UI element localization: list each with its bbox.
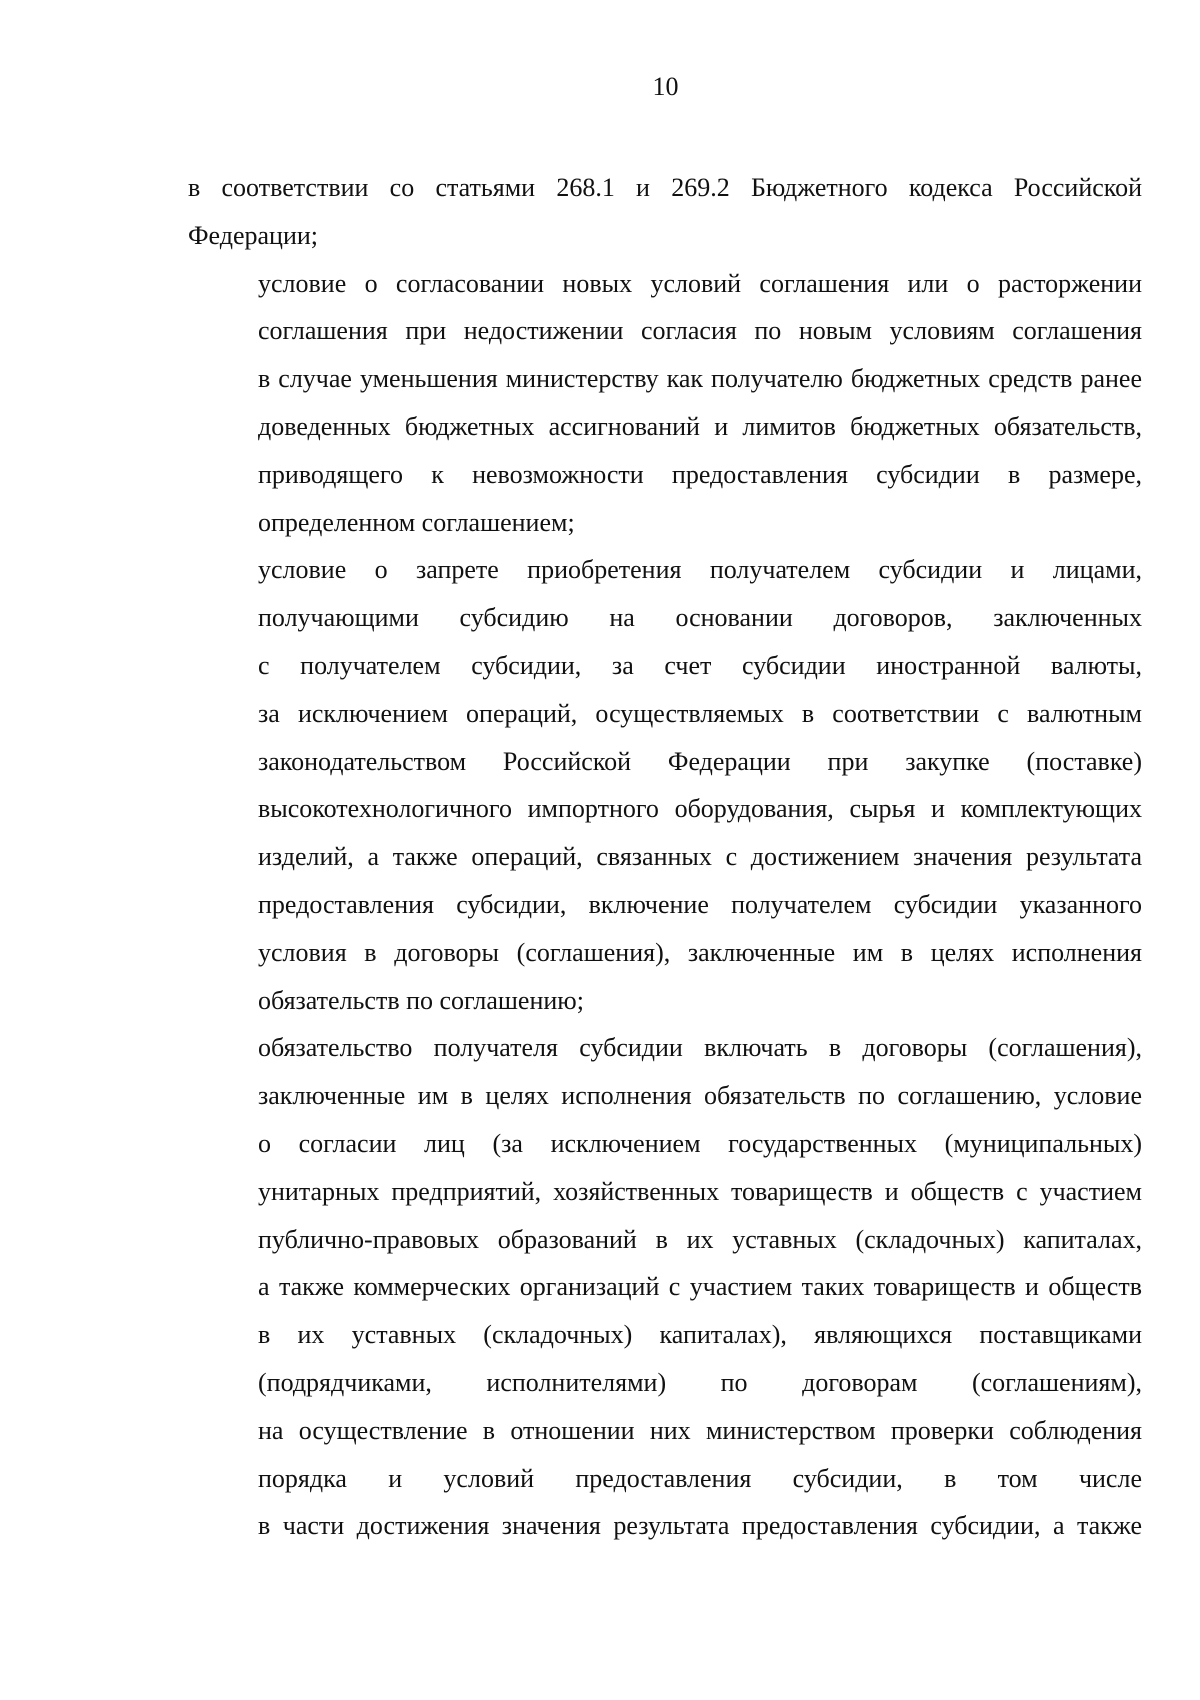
text-line: унитарных предприятий, хозяйственных товариществ и обществ с участием (258, 1176, 1142, 1206)
text-line: соглашения при недостижении согласия по новым условиям соглашения (258, 316, 1142, 346)
text-line: о согласии лиц (за исключением государственных (муниципальных) (258, 1128, 1142, 1158)
text-line: в соответствии со статьями 268.1 и 269.2 Бюджетного кодекса Российской (188, 173, 1142, 202)
paragraph (188, 164, 1142, 260)
text-line: изделий, а также операций, связанных с достижением значения результата (258, 842, 1142, 872)
text-line: обязательство получателя субсидии включать в договоры (соглашения), (258, 1033, 1142, 1063)
text-line: (подрядчиками, исполнителями) по договорам (соглашениям), (258, 1367, 1142, 1397)
text-line: определенном соглашением; (258, 507, 575, 537)
text-line: предоставления субсидии, включение получателем субсидии указанного (258, 889, 1142, 919)
text-line: заключенные им в целях исполнения обязательств по соглашению, условие (258, 1081, 1142, 1111)
text-line: за исключением операций, осуществляемых в соответствии с валютным (258, 698, 1142, 728)
paragraph (188, 546, 1142, 1024)
text-line: законодательством Российской Федерации при закупке (поставке) (258, 746, 1142, 776)
text-line: а также коммерческих организаций с участием таких товариществ и обществ (258, 1272, 1142, 1302)
text-line: с получателем субсидии, за счет субсидии иностранной валюты, (258, 650, 1142, 680)
text-line: порядка и условий предоставления субсидии, в том числе (258, 1463, 1142, 1493)
text-line: в их уставных (складочных) капиталах), являющихся поставщиками (258, 1320, 1142, 1350)
text-line: в случае уменьшения министерству как получателю бюджетных средств ранее (258, 364, 1142, 394)
text-line: высокотехнологичного импортного оборудования, сырья и комплектующих (258, 794, 1142, 824)
paragraph (188, 260, 1142, 547)
text-line: приводящего к невозможности предоставления субсидии в размере, (258, 459, 1142, 489)
text-line: получающими субсидию на основании договоров, заключенных (258, 603, 1142, 633)
text-line: Федерации; (188, 220, 319, 250)
paragraph (188, 1024, 1142, 1550)
text-line: на осуществление в отношении них министерством проверки соблюдения (258, 1415, 1142, 1445)
page-number: 10 (652, 72, 679, 101)
text-line: в части достижения значения результата предоставления субсидии, а также (258, 1511, 1142, 1541)
text-line: условия в договоры (соглашения), заключенные им в целях исполнения (258, 937, 1142, 967)
text-line: условие о запрете приобретения получателем субсидии и лицами, (258, 555, 1142, 585)
text-line: обязательств по соглашению; (258, 985, 584, 1015)
text-line: условие о согласовании новых условий соглашения или о расторжении (258, 268, 1142, 298)
document-body (188, 164, 1142, 1550)
text-line: публично-правовых образований в их уставных (складочных) капиталах, (258, 1224, 1142, 1254)
text-line: доведенных бюджетных ассигнований и лимитов бюджетных обязательств, (258, 411, 1142, 441)
